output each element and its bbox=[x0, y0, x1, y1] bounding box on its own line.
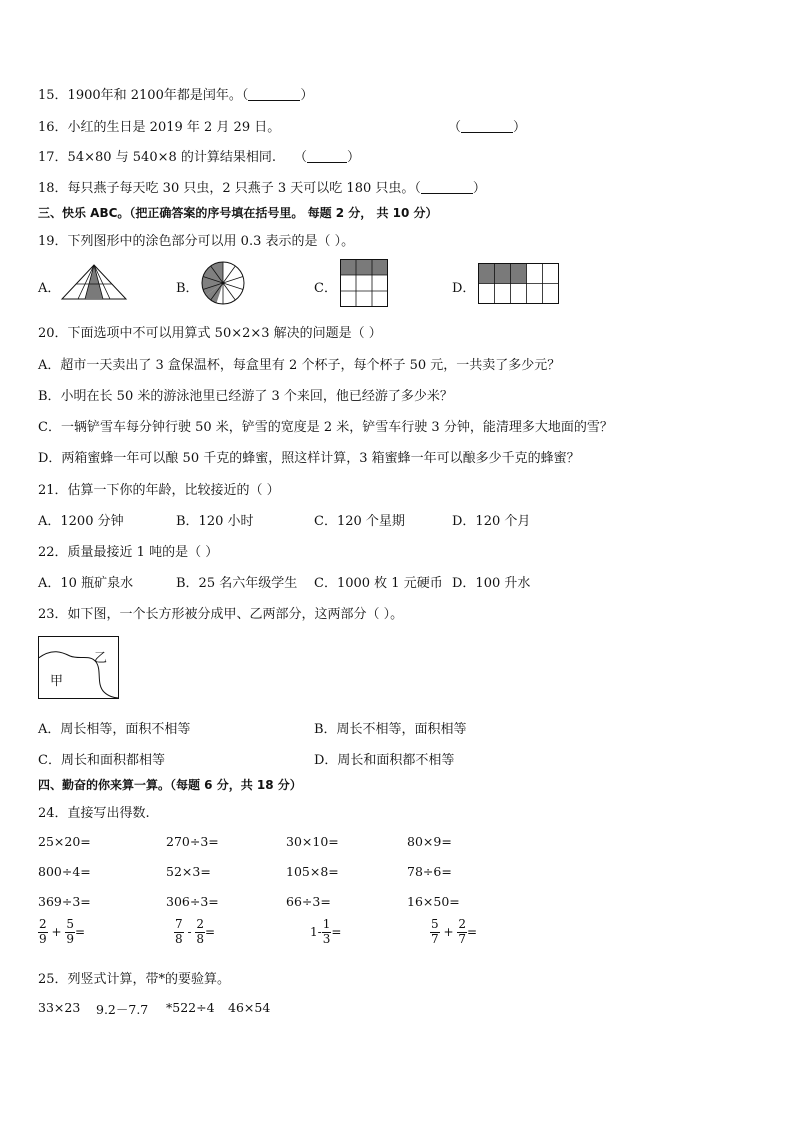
option-c-label[interactable]: C． bbox=[314, 281, 337, 296]
question-20-option-d[interactable]: D．两箱蜜蜂一年可以酿 50 千克的蜂蜜，照这样计算，3 箱蜜蜂一年可以酿多少千克的蜂蜜？ bbox=[38, 451, 580, 466]
question-text: 15．1900年和 2100年都是闰年。 bbox=[38, 88, 242, 103]
question-17-answer: （ ） bbox=[294, 150, 361, 165]
grid-3x3-figure bbox=[340, 259, 388, 307]
question-text: 18．每只燕子每天吃 30 只虫，2 只燕子 3 天可以吃 180 只虫。 bbox=[38, 181, 415, 196]
calc-item: 369÷3= bbox=[38, 894, 91, 909]
fraction-expression-2: $\frac{7}{8}$ - $\frac{2}{8}$ = bbox=[175, 917, 216, 946]
calc-item: 80×9= bbox=[407, 834, 452, 849]
question-15: 15．1900年和 2100年都是闰年。（ ） bbox=[38, 88, 314, 103]
question-23-option-b[interactable]: B．周长不相等，面积相等 bbox=[314, 722, 467, 737]
option-a-label[interactable]: A． bbox=[38, 281, 61, 296]
question-21-option-b[interactable]: B．120 小时 bbox=[176, 514, 254, 529]
calc-item: 25×20= bbox=[38, 834, 91, 849]
question-23-option-a[interactable]: A．周长相等，面积不相等 bbox=[38, 722, 191, 737]
question-16-answer: （ ） bbox=[448, 120, 527, 135]
option-b-label[interactable]: B． bbox=[176, 281, 199, 296]
calc-item: 78÷6= bbox=[407, 864, 452, 879]
fraction-expression-4: $\frac{5}{7}$ + $\frac{2}{7}$ = bbox=[431, 917, 478, 946]
question-21: 21．估算一下你的年龄，比较接近的（ ） bbox=[38, 483, 280, 498]
question-19: 19．下列图形中的涂色部分可以用 0.3 表示的是（ ）。 bbox=[38, 234, 355, 249]
vertical-calc-item: 33×23 bbox=[38, 1000, 81, 1015]
section-4-heading: 四、勤奋的你来算一算。（每题 6 分，共 18 分） bbox=[38, 778, 302, 792]
question-20-option-b[interactable]: B．小明在长 50 米的游泳池里已经游了 3 个来回，他已经游了多少米？ bbox=[38, 389, 453, 404]
question-22-option-c[interactable]: C．1000 枚 1 元硬币 bbox=[314, 576, 443, 591]
question-22: 22．质量最接近 1 吨的是（ ） bbox=[38, 545, 219, 560]
question-24: 24．直接写出得数. bbox=[38, 806, 150, 821]
calc-item: 105×8= bbox=[286, 864, 339, 879]
question-17 bbox=[38, 146, 276, 165]
question-20-option-c[interactable]: C．一辆铲雪车每分钟行驶 50 米，铲雪的宽度是 2 米，铲雪车行驶 3 分钟，能清理多大地面的雪？ bbox=[38, 420, 613, 435]
pie-figure bbox=[201, 261, 245, 305]
question-25: 25．列竖式计算，带*的要验算。 bbox=[38, 972, 231, 987]
vertical-calc-item: 46×54 bbox=[228, 1000, 271, 1015]
calc-item: 270÷3= bbox=[166, 834, 219, 849]
question-21-option-c[interactable]: C．120 个星期 bbox=[314, 514, 405, 529]
calc-item: 800÷4= bbox=[38, 864, 91, 879]
answer-blank[interactable] bbox=[307, 150, 347, 163]
question-text: 16．小红的生日是 2019 年 2 月 29 日。 bbox=[38, 120, 281, 135]
question-21-option-a[interactable]: A．1200 分钟 bbox=[38, 514, 124, 529]
question-16 bbox=[38, 116, 280, 135]
calc-item: 16×50= bbox=[407, 894, 460, 909]
fraction-expression-3: 1- $\frac{1}{3}$ = bbox=[310, 917, 342, 946]
region-jia-label: 甲 bbox=[50, 674, 64, 689]
fraction-expression-1: $\frac{2}{9}$ + $\frac{5}{9}$ = bbox=[39, 917, 86, 946]
grid-5x2-figure bbox=[478, 263, 560, 305]
calc-item: 30×10= bbox=[286, 834, 339, 849]
question-20-option-a[interactable]: A．超市一天卖出了 3 盒保温杯，每盒里有 2 个杯子，每个杯子 50 元，一共卖了多少元？ bbox=[38, 358, 561, 373]
calc-item: 52×3= bbox=[166, 864, 211, 879]
question-22-option-d[interactable]: D．100 升水 bbox=[452, 576, 531, 591]
answer-blank[interactable] bbox=[461, 120, 513, 133]
answer-blank[interactable] bbox=[421, 181, 473, 194]
question-text: 17．54×80 与 540×8 的计算结果相同. bbox=[38, 150, 277, 165]
vertical-calc-item: *522÷4 bbox=[166, 1000, 215, 1015]
region-yi-label: 乙 bbox=[94, 651, 108, 666]
question-22-option-b[interactable]: B．25 名六年级学生 bbox=[176, 576, 298, 591]
vertical-calc-item: 9.2－7.7 bbox=[96, 1002, 149, 1017]
triangle-figure bbox=[60, 264, 128, 300]
section-3-heading: 三、快乐 ABC。（把正确答案的序号填在括号里。 每题 2 分， 共 10 分） bbox=[38, 206, 438, 220]
question-23-option-d[interactable]: D．周长和面积都不相等 bbox=[314, 753, 455, 768]
question-23-option-c[interactable]: C．周长和面积都相等 bbox=[38, 753, 165, 768]
question-23: 23．如下图，一个长方形被分成甲、乙两部分，这两部分（ ）。 bbox=[38, 607, 404, 622]
calc-item: 66÷3= bbox=[286, 894, 331, 909]
question-21-option-d[interactable]: D．120 个月 bbox=[452, 514, 531, 529]
answer-blank[interactable] bbox=[248, 88, 300, 101]
question-18: 18．每只燕子每天吃 30 只虫，2 只燕子 3 天可以吃 180 只虫。（ ） bbox=[38, 181, 486, 196]
rectangle-divided-figure bbox=[38, 636, 120, 700]
calc-item: 306÷3= bbox=[166, 894, 219, 909]
option-d-label[interactable]: D． bbox=[452, 281, 476, 296]
question-20: 20．下面选项中不可以用算式 50×2×3 解决的问题是（ ） bbox=[38, 326, 382, 341]
question-22-option-a[interactable]: A．10 瓶矿泉水 bbox=[38, 576, 134, 591]
